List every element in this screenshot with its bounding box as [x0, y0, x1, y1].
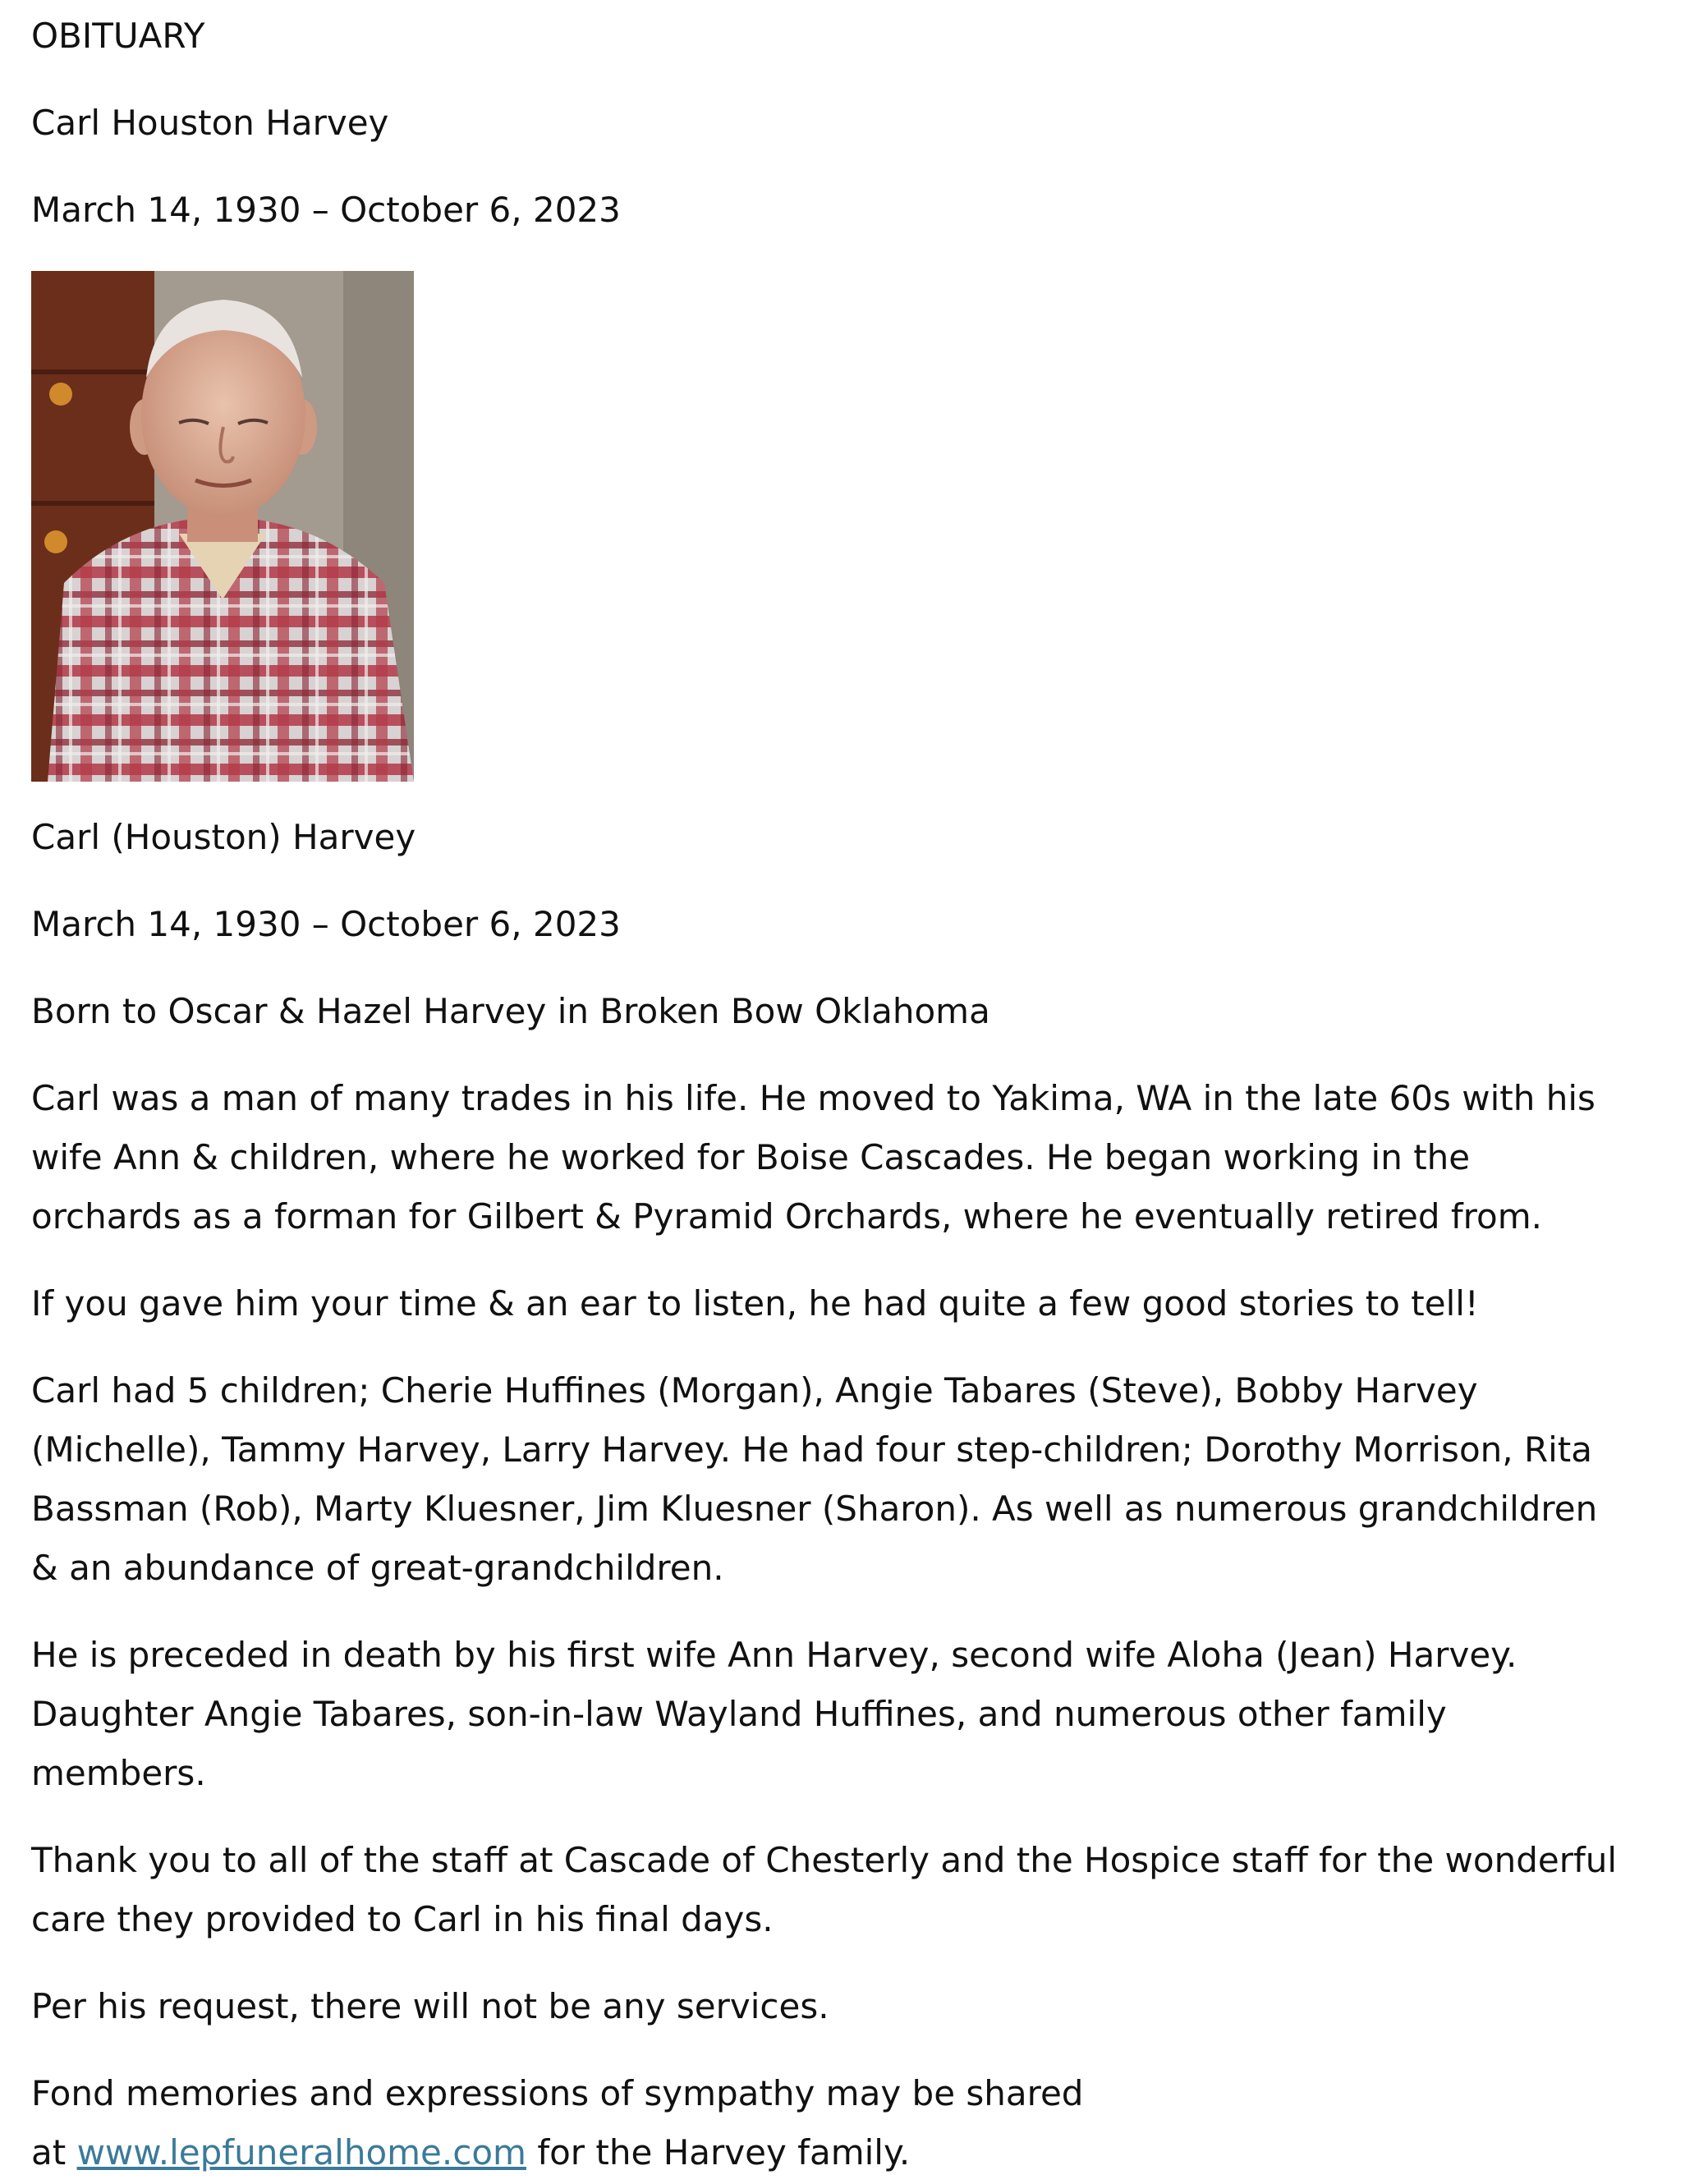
birth-paragraph: Born to Oscar & Hazel Harvey in Broken Bow Oklahoma [31, 991, 990, 1031]
trades-line: Carl was a man of many trades in his life. He moved to Yakima, WA in the late 60s with his [31, 1078, 1595, 1118]
services-paragraph: Per his request, there will not be any services. [31, 1986, 829, 2026]
life-dates: March 14, 1930 – October 6, 2023 [31, 190, 621, 230]
body-name: Carl (Houston) Harvey [31, 817, 416, 857]
body-dates: March 14, 1930 – October 6, 2023 [31, 904, 621, 944]
preceded-line: Daughter Angie Tabares, son-in-law Wayland Huffines, and numerous other family [31, 1694, 1447, 1734]
thanks-paragraph [31, 1831, 1657, 1949]
trades-line: orchards as a forman for Gilbert & Pyramid Orchards, where he eventually retired from. [31, 1196, 1542, 1237]
trades-paragraph [31, 1069, 1657, 1246]
trades-line: wife Ann & children, where he worked for Boise Cascades. He began working in the [31, 1137, 1471, 1177]
children-paragraph [31, 1361, 1657, 1598]
memories-line [31, 2123, 1657, 2182]
children-line: & an abundance of great-grandchildren. [31, 1548, 724, 1588]
children-line: (Michelle), Tammy Harvey, Larry Harvey. He had four step-children; Dorothy Morrison, Rita [31, 1429, 1593, 1470]
children-line: Carl had 5 children; Cherie Huffines (Morgan), Angie Tabares (Steve), Bobby Harvey [31, 1370, 1478, 1411]
section-label: OBITUARY [31, 16, 205, 56]
preceded-line: members. [31, 1753, 206, 1793]
thanks-line: care they provided to Carl in his final days. [31, 1899, 774, 1939]
memories-paragraph [31, 2064, 1657, 2182]
portrait-image [31, 271, 414, 782]
memories-suffix: for the Harvey family. [537, 2132, 911, 2173]
preceded-line: He is preceded in death by his first wife Ann Harvey, second wife Aloha (Jean) Harvey. [31, 1635, 1517, 1675]
memories-line: Fond memories and expressions of sympathy may be shared [31, 2073, 1084, 2113]
children-line: Bassman (Rob), Marty Kluesner, Jim Kluesner (Sharon). As well as numerous grandchildren [31, 1489, 1598, 1529]
deceased-name: Carl Houston Harvey [31, 103, 389, 143]
funeral-home-link[interactable]: www.lepfuneralhome.com [76, 2132, 526, 2173]
portrait-photo [31, 271, 414, 782]
preceded-paragraph [31, 1626, 1657, 1803]
thanks-line: Thank you to all of the staff at Cascade of Chesterly and the Hospice staff for the wonderful [31, 1840, 1618, 1880]
memories-prefix: at [31, 2132, 67, 2173]
stories-paragraph: If you gave him your time & an ear to listen, he had quite a few good stories to tell! [31, 1283, 1479, 1324]
